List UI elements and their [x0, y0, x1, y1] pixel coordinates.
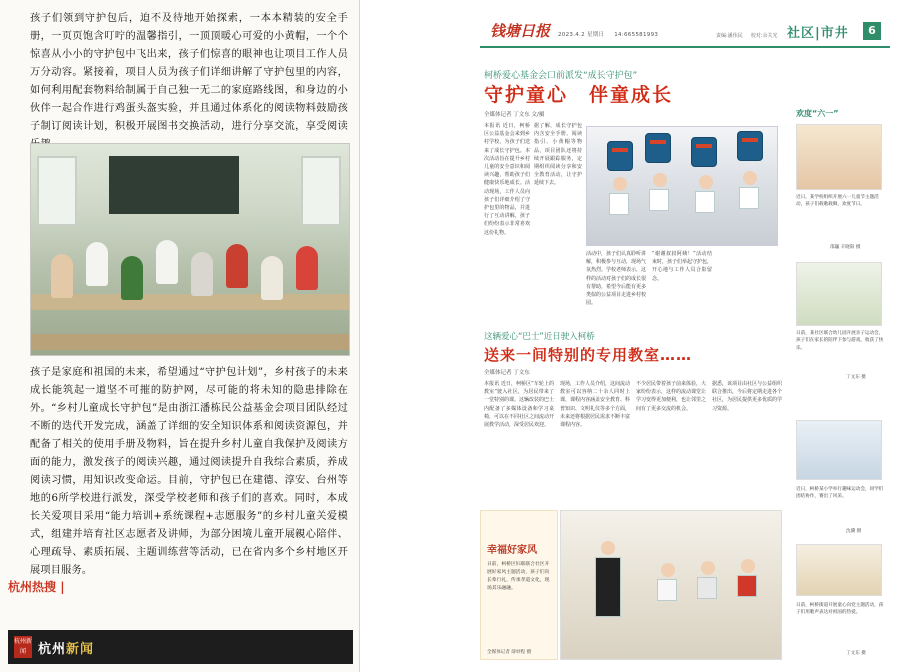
article1-byline: 全媒体记者 丁文东 文/摄 — [484, 112, 545, 118]
sidebar-title: 欢度“六一” — [796, 109, 839, 118]
article2-byline: 全媒体记者 丁文东 — [484, 370, 530, 376]
sidebar-photo-1 — [796, 124, 882, 190]
photo-desk-front — [31, 334, 350, 350]
hot-search-label: 杭州热搜 — [8, 580, 57, 594]
issue-meta: 2023.4.2 星期日 14:665581993 — [558, 32, 659, 38]
photo-child — [121, 256, 143, 300]
footer-title-b: 新闻 — [66, 641, 95, 657]
sidebar-text-4: 日前，柯桥街道开展童心向党主题活动，孩子们用歌声表达对祖国的热爱。 — [796, 603, 884, 616]
photo-child — [226, 244, 248, 288]
footer-title — [38, 638, 94, 657]
photo-backpack — [737, 131, 763, 161]
article2-column-1: 本报讯 近日，柯桥区“车轮上的教室”驶入社区，为居民带来了一堂特别的课。这辆改装的巴士内配备了多媒体设备和学习桌椅，可以在不同社区之间流动开展教学活动，深受居民欢迎。 — [484, 381, 554, 429]
photo-child-shirt — [657, 579, 677, 601]
classroom-photo — [30, 143, 350, 356]
family-sidebar — [480, 510, 558, 660]
footer-title-a: 杭州 — [38, 641, 67, 657]
photo-adult-body — [595, 557, 621, 617]
photo-child — [156, 240, 178, 284]
sidebar-credit-1: 邵巍 辛晓阳 摄 — [830, 245, 861, 250]
left-footer-bar — [8, 630, 353, 664]
section-name: 社区|市井 — [787, 26, 849, 41]
article1-column-3: 活动中，孩子们认真聆听讲解，积极参与互动，现场气氛热烈。学校老师表示，这样的活动对孩子们的成长很有帮助，希望今后能有更多类似的公益项目走进乡村校园。 — [586, 251, 646, 307]
article1-headline: 守护童心 伴童成长 — [484, 84, 674, 106]
photo-child-shirt — [697, 577, 717, 599]
photo-child-face — [613, 177, 627, 191]
page-number: 6 — [863, 22, 881, 40]
family-credit: 全媒体记者 薛妙程 摄 — [487, 650, 532, 655]
editor-line: 责编:潘伟民 校对:余关光 — [716, 33, 778, 39]
photo-child-face — [661, 563, 675, 577]
photo-backpack — [691, 137, 717, 167]
photo-backpack — [607, 141, 633, 171]
left-paragraph-bottom: 孩子是家庭和祖国的未来，希望通过“守护包计划”，乡村孩子的未来成长能筑起一道坚不可摧的防护网，尽可能的将未知的隐患排除在外。“乡村儿童成长守护包”是由浙江潘栋民公益基金会项目团队经过不断的迭代开发完成，涵盖了详细的安全知识体系和阅读资源包，并配备了相关的使用手册及物料，旨在提升乡村儿童自我保护及阅读方面的能力，激发孩子的阅读兴趣，通过阅读提升自我综合素质，养成阅读习惯，用知识改变命运。目前，守护包已在建德、淳安、台州等地的6所学校进行派发，深受学校老师和孩子们的喜欢。同时，本成长关爱项目采用“能力培训+系统课程+志愿服务”的乡村儿童关爱模式，组建并培育社区志愿者及讲师，为部分困境儿童开展親心陪伴、心理疏导、素质拓展、主题训练营等活动，已在省内多个乡村地区开展项目服务。 — [30, 367, 348, 576]
hangzhou-news-logo: 杭州新闻 — [14, 636, 32, 658]
left-paragraph-top: 孩子们领到守护包后，迫不及待地开始探索，一本本精装的安全手册，一页页饱含叮咛的温馨指引，一顶顶暖心可爱的小黄帽，一个个惊喜从小小的守护包中飞出来，孩子们惊喜的眼神也让项目工作人员万分动容。紧接着，项目人员为孩子们详细讲解了守护包里的内容，如何利用配套物料给制属于自己独一无二的家庭路线图，和身边的小伙伴一起合作进行鸡蛋头盔实验，并且通过体系化的阅读物料鼓励孩子制订阅读计划，积极开展图书交换活动，进行分享交流，享受阅读 — [30, 13, 348, 132]
family-text: 日前，柯桥区妇联联合社区开展好家风主题活动，孩子们向长辈行礼，传承孝道文化，现场其乐融融。 — [487, 562, 550, 591]
students-bags-photo — [586, 126, 778, 246]
photo-child — [191, 252, 213, 296]
photo-child-shirt — [695, 191, 715, 213]
family-photo — [560, 510, 782, 660]
article2-headline: 送来一间特别的专用教室…… — [484, 346, 693, 364]
photo-window-left — [37, 156, 77, 226]
photo-child-shirt — [649, 189, 669, 211]
photo-child-face — [701, 561, 715, 575]
photo-child-face — [699, 175, 713, 189]
photo-child — [261, 256, 283, 300]
photo-child — [86, 242, 108, 286]
newspaper-header — [480, 18, 890, 48]
article1-column-4: “谢谢叔叔阿姨！”活动结束时，孩子们举起守护包，开心地与工作人员合影留念。 — [652, 251, 712, 282]
photo-child-shirt — [739, 187, 759, 209]
sidebar-text-1: 近日，某学校组织开展六一儿童节主题活动，孩子们载歌载舞，欢度节日。 — [796, 195, 879, 208]
photo-blackboard — [109, 156, 239, 214]
photo-child — [51, 254, 73, 298]
sidebar-photo-4 — [796, 544, 882, 596]
photo-child-shirt — [609, 193, 629, 215]
left-page — [0, 0, 360, 672]
sidebar-credit-4: 丁文东 摄 — [846, 651, 866, 656]
masthead: 钱塘日报 — [490, 22, 551, 40]
article2-column-3: 不少居民带着孩子前来体验，大家纷纷表示，这样的流动课堂让学习变得更加便利，也让邻里之间有了更多交流的机会。 — [636, 381, 706, 412]
photo-child-face — [743, 171, 757, 185]
photo-backpack — [645, 133, 671, 163]
article1-column-1: 本报讯 近日，柯桥区公益基金会来到乡村学校，为孩子们送来了成长守护包。本次活动旨在提升乡村儿童的安全意识和阅读兴趣，帮助孩子们健康快乐地成长。活动现场，工作人员向孩子们详细介绍了守护包里的物品，并进行了互动讲解，孩子们纷纷表示非常喜欢这份礼物。 — [484, 123, 530, 236]
sidebar-credit-3: 沈骥 摄 — [846, 529, 862, 534]
sidebar-credit-2: 丁文东 摄 — [846, 375, 866, 380]
sidebar-photo-3 — [796, 420, 882, 480]
article1-column-2: 据了解，成长守护包内含安全手册、阅读指引、小黄帽等物品，项目团队还将持续开展跟踪服务，定期组织阅读分享和安全教育活动，让守护延续下去。 — [534, 123, 582, 187]
photo-child — [296, 246, 318, 290]
photo-adult-face — [601, 541, 615, 555]
article1-kicker: 柯桥爱心基金会口前派发“成长守护包” — [484, 71, 638, 81]
article2-kicker: 这辆爱心“巴士”近日驶入柯桥 — [484, 332, 595, 342]
sidebar-photo-2 — [796, 262, 882, 326]
family-title: 幸福好家风 — [487, 545, 537, 556]
article2-column-2: 现场，工作人员介绍，这间流动教室可以容纳二十余人同时上课，课程内容涵盖安全教育、科普知识、文明礼仪等多个方面，未来还将根据居民需求不断丰富课程内容。 — [560, 381, 630, 429]
hot-search-tag: 杭州热搜 | — [8, 580, 65, 594]
sidebar-text-2: 日前，某社区联合幼儿园开展亲子运动会，孩子们在家长的陪伴下参与游戏，收获了快乐。 — [796, 331, 884, 351]
sidebar-text-3: 近日，柯桥某小学举行趣味运动会，同学们团结协作，赛出了风采。 — [796, 487, 884, 500]
photo-desk-row — [31, 294, 350, 310]
photo-child-shirt — [737, 575, 757, 597]
photo-child-face — [741, 559, 755, 573]
article2-column-4: 据悉，该项目由社区与公益组织联合推出，今后将定期走进各个社区，为居民提供更多优质的学习资源。 — [712, 381, 782, 412]
photo-child-face — [653, 173, 667, 187]
photo-window-right — [301, 156, 341, 226]
